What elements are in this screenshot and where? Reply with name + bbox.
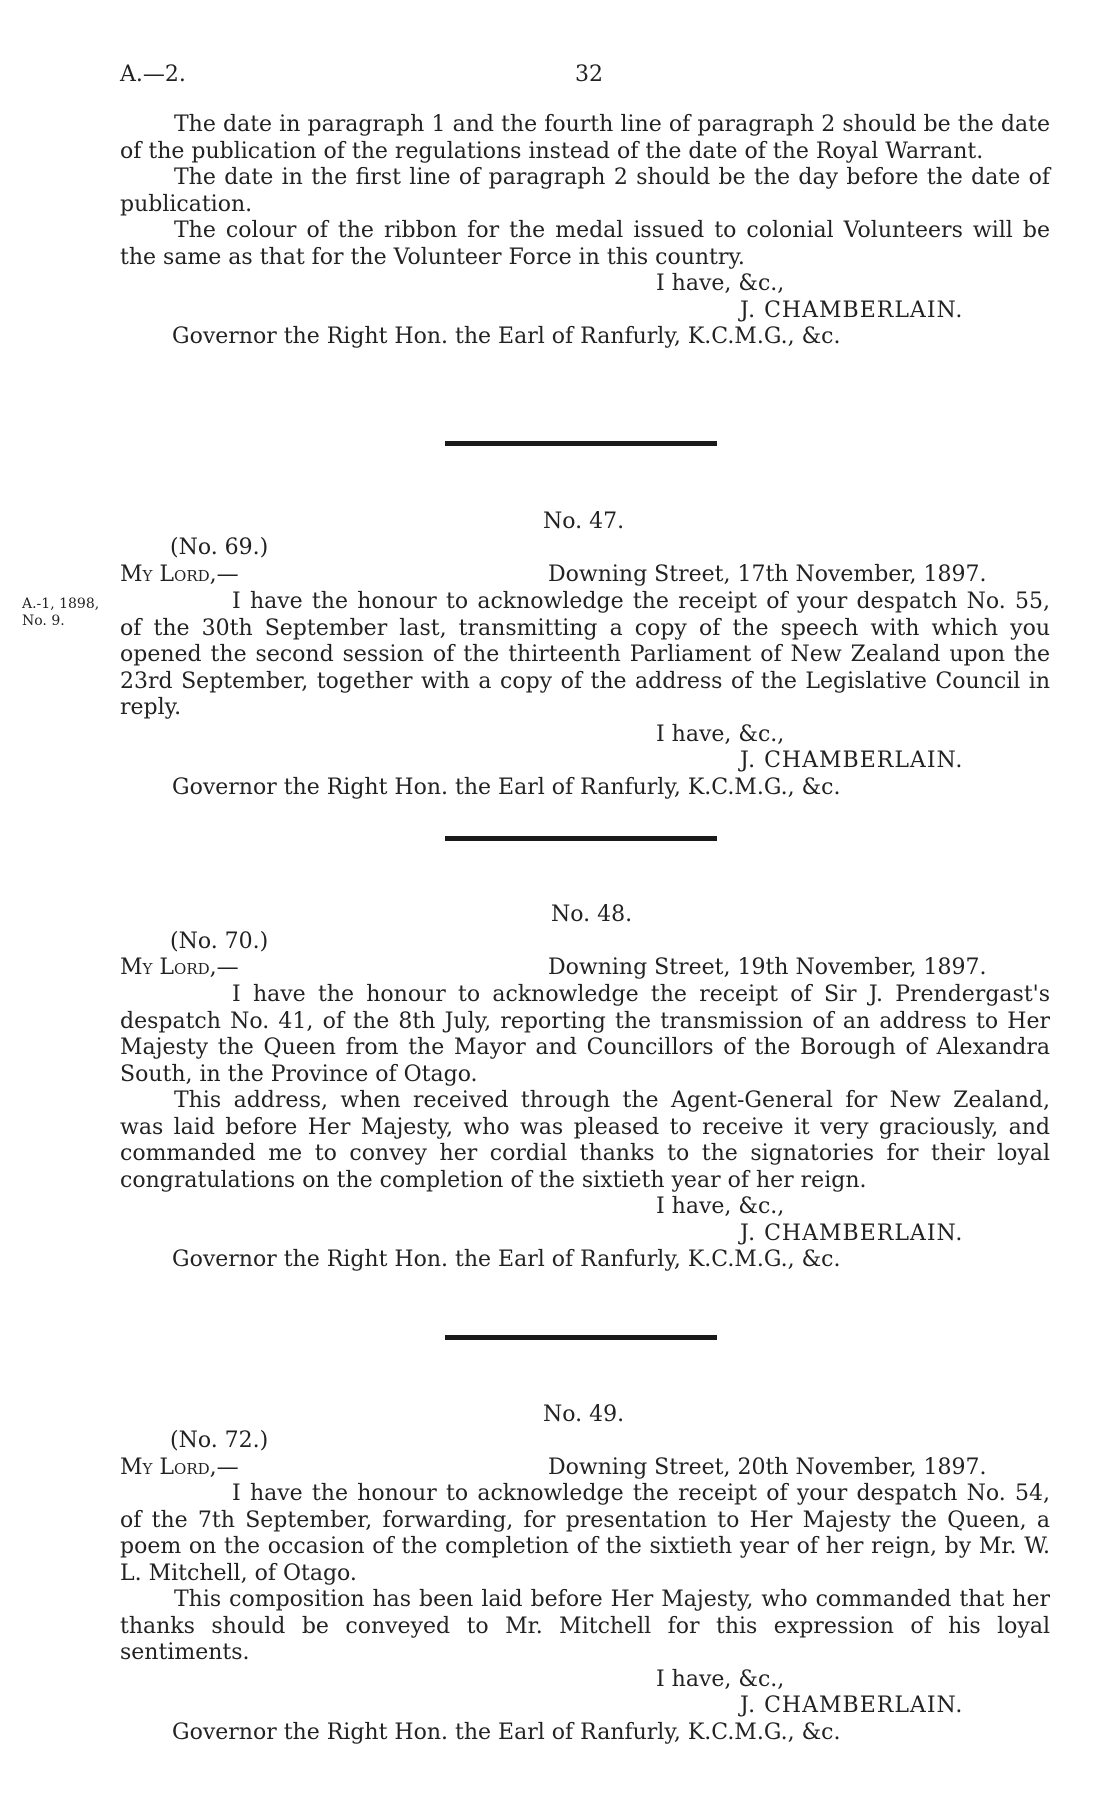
paper-reference: A.—2.: [120, 62, 186, 87]
addressee: Governor the Right Hon. the Earl of Ranfurly, K.C.M.G., &c.: [172, 774, 841, 800]
despatch-number: No. 49.: [543, 1402, 625, 1427]
paragraph: The colour of the ribbon for the medal issued to colonial Volunteers will be the same as that for the Volunteer Force in this country.: [120, 218, 1050, 270]
addressee: Governor the Right Hon. the Earl of Ranfurly, K.C.M.G., &c.: [172, 1247, 841, 1272]
closing-phrase: I have, &c.,: [656, 271, 785, 296]
despatch-body: [120, 1481, 1050, 1746]
addressee: Governor the Right Hon. the Earl of Ranfurly, K.C.M.G., &c.: [172, 324, 841, 349]
despatch-body: [120, 982, 1050, 1274]
closing-phrase: I have, &c.,: [656, 1194, 785, 1219]
original-despatch-number: (No. 72.): [170, 1428, 269, 1453]
place-date: Downing Street, 19th November, 1897.: [548, 955, 987, 980]
signature: J. CHAMBERLAIN.: [740, 748, 964, 773]
closing-phrase: I have, &c.,: [656, 1666, 785, 1692]
place-date: Downing Street, 20th November, 1897.: [548, 1455, 987, 1480]
salutation-line: [120, 1455, 1050, 1483]
paragraph: I have the honour to acknowledge the receipt of your despatch No. 54, of the 7th September, forwarding, for presentation to Her Majesty the Queen, a poem on the occasion of the completion of the sixtieth year of her reign, by Mr. W. L. Mitchell, of Otago.: [120, 1481, 1050, 1586]
margin-reference: A.-1, 1898, No. 9.: [22, 596, 100, 629]
signature: J. CHAMBERLAIN.: [740, 1220, 964, 1246]
section-divider: [445, 1335, 717, 1340]
addressee: Governor the Right Hon. the Earl of Ranfurly, K.C.M.G., &c.: [172, 1719, 841, 1745]
signature: J. CHAMBERLAIN.: [740, 1693, 964, 1718]
despatch-number: No. 47.: [543, 509, 625, 534]
original-despatch-number: (No. 70.): [170, 929, 269, 954]
paragraph: I have the honour to acknowledge the receipt of Sir J. Prendergast's despatch No. 41, of the 8th July, reporting the transmission of an address to Her Majesty the Queen from the Mayor and Councillors of the Borough of Alexandra South, in the Province of Otago.: [120, 982, 1050, 1087]
salutation: My Lord,—: [120, 955, 239, 980]
previous-despatch-ending: [120, 112, 1050, 351]
salutation-line: [120, 562, 1050, 590]
paragraph: I have the honour to acknowledge the receipt of your despatch No. 55, of the 30th September last, transmitting a copy of the speech with which you opened the second session of the thirteenth Parliament of New Zealand upon the 23rd September, together with a copy of the address of the Legislative Council in reply.: [120, 589, 1050, 720]
paragraph: The date in paragraph 1 and the fourth line of paragraph 2 should be the date of the publication of the regulations instead of the date of the Royal Warrant.: [120, 112, 1050, 164]
page-header: [120, 62, 1040, 92]
section-divider: [445, 836, 717, 841]
page-number: 32: [575, 62, 603, 87]
signature: J. CHAMBERLAIN.: [740, 297, 964, 323]
salutation: My Lord,—: [120, 562, 239, 587]
paragraph: This address, when received through the Agent-General for New Zealand, was laid before Her Majesty, who was pleased to receive it very graciously, and commanded me to convey her cordial thanks to the signatories for their loyal congratulations on the completion of the sixtieth year of her reign.: [120, 1088, 1050, 1193]
despatch-body: [120, 589, 1050, 801]
paragraph: This composition has been laid before Her Majesty, who commanded that her thanks should be conveyed to Mr. Mitchell for this expression of his loyal sentiments.: [120, 1587, 1050, 1665]
closing-phrase: I have, &c.,: [656, 721, 785, 747]
paragraph: The date in the first line of paragraph 2 should be the day before the date of publication.: [120, 165, 1050, 217]
original-despatch-number: (No. 69.): [170, 535, 269, 560]
salutation: My Lord,—: [120, 1455, 239, 1480]
despatch-number: No. 48.: [551, 902, 633, 927]
salutation-line: [120, 955, 1050, 983]
section-divider: [445, 441, 717, 446]
place-date: Downing Street, 17th November, 1897.: [548, 562, 987, 587]
